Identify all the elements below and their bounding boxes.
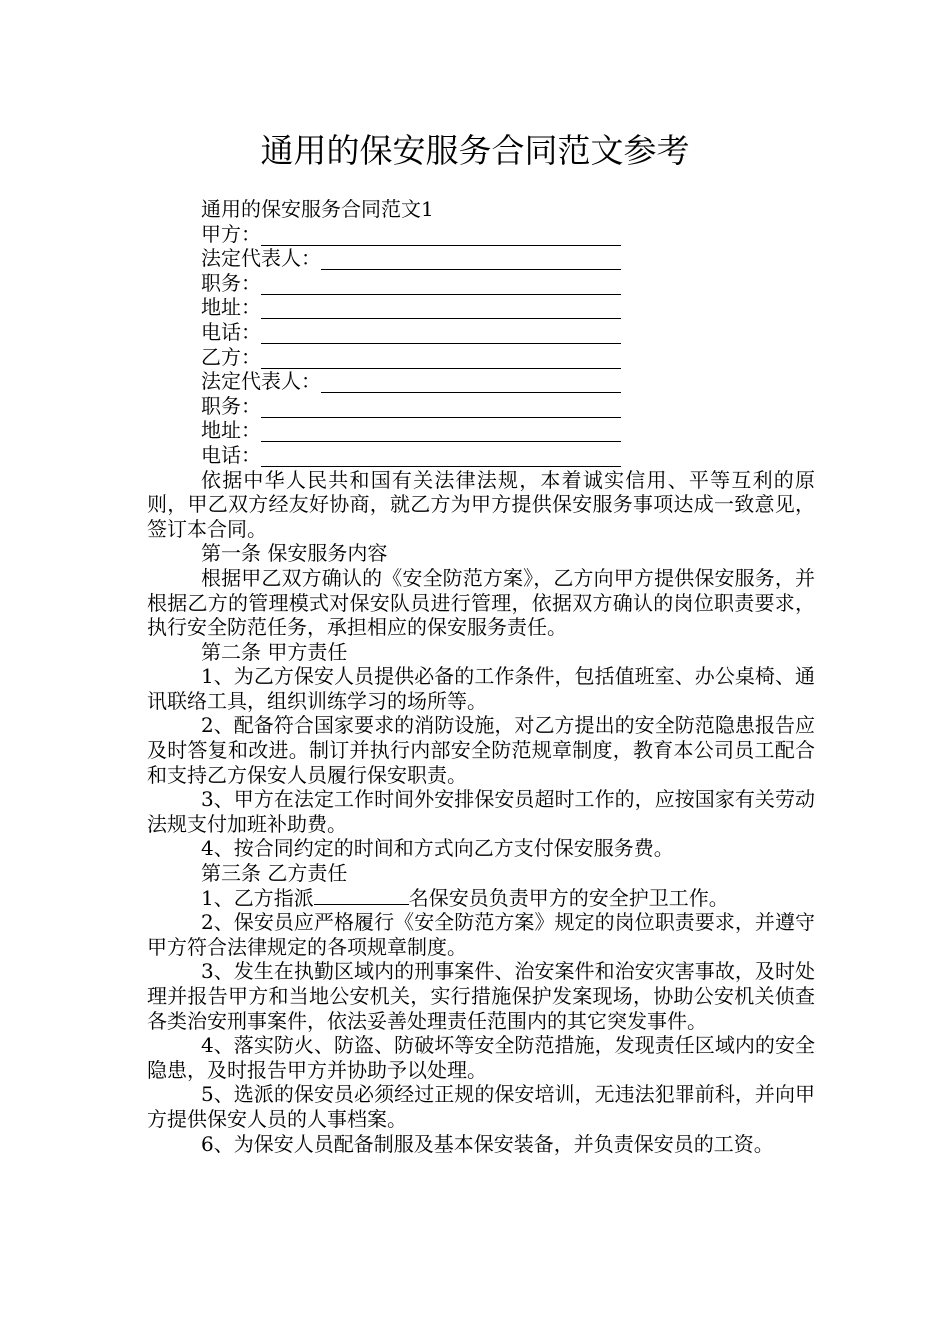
article-2-heading: 第二条 甲方责任	[201, 639, 348, 664]
field-label: 地址：	[201, 295, 261, 320]
field-label: 甲方：	[201, 221, 261, 246]
article-1-heading: 第一条 保安服务内容	[201, 541, 388, 566]
field-label: 法定代表人：	[201, 246, 321, 271]
field-label: 地址：	[201, 418, 261, 443]
contract-subtitle: 通用的保安服务合同范文1	[201, 197, 434, 221]
article-1-paragraph: 根据甲乙双方确认的《安全防范方案》，乙方向甲方提供保安服务，并根据乙方的管理模式对保安队员进行管理，依据双方确认的岗位职责要求，执行安全防范任务，承担相应的保安服务责任。	[147, 565, 815, 640]
article-3-item: 6、为保安人员配备制服及基本保安装备，并负责保安员的工资。	[201, 1131, 774, 1156]
field-party-a-legal-rep	[147, 246, 815, 271]
document-body	[147, 197, 815, 1156]
field-label: 职务：	[201, 270, 261, 295]
field-party-a-phone	[147, 320, 815, 345]
field-label: 电话：	[201, 442, 261, 467]
field-label: 乙方：	[201, 344, 261, 369]
field-label: 法定代表人：	[201, 369, 321, 394]
field-blank-line	[261, 466, 621, 467]
item-1-prefix: 1、乙方指派	[201, 885, 314, 910]
field-party-b-position	[147, 394, 815, 419]
article-3-item: 4、落实防火、防盗、防破坏等安全防范措施，发现责任区域内的安全隐患，及时报告甲方并协助予以处理。	[147, 1033, 815, 1082]
field-party-a	[147, 222, 815, 247]
article-2-item: 1、为乙方保安人员提供必备的工作条件，包括值班室、办公桌椅、通讯联络工具，组织训练学习的场所等。	[147, 664, 815, 713]
item-1-suffix: 名保安员负责甲方的安全护卫工作。	[408, 885, 729, 910]
article-2-item: 4、按合同约定的时间和方式向乙方支付保安服务费。	[201, 836, 674, 861]
contract-text	[147, 468, 815, 1157]
field-party-b-legal-rep	[147, 369, 815, 394]
article-3-item: 3、发生在执勤区域内的刑事案件、治安案件和治安灾害事故，及时处理并报告甲方和当地公安机关，实行措施保护发案现场，协助公安机关侦查各类治安刑事案件，依法妥善处理责任范围内的其它突发事件。	[147, 959, 815, 1033]
field-party-b-phone	[147, 443, 815, 468]
field-party-a-address	[147, 295, 815, 320]
field-party-b	[147, 345, 815, 370]
field-party-b-address	[147, 418, 815, 443]
document-title: 通用的保安服务合同范文参考	[260, 131, 690, 170]
field-label: 职务：	[201, 393, 261, 418]
guard-count-blank	[314, 886, 409, 905]
article-2-item: 2、配备符合国家要求的消防设施，对乙方提出的安全防范隐患报告应及时答复和改进。制订并执行内部安全防范规章制度，教育本公司员工配合和支持乙方保安人员履行保安职责。	[147, 713, 815, 787]
intro-paragraph: 依据中华人民共和国有关法律法规，本着诚实信用、平等互利的原则，甲乙双方经友好协商，就乙方为甲方提供保安服务事项达成一致意见，签订本合同。	[147, 467, 815, 541]
party-fields	[147, 222, 815, 468]
article-3-item-1	[147, 886, 815, 911]
field-party-a-position	[147, 271, 815, 296]
article-3-item: 2、保安员应严格履行《安全防范方案》规定的岗位职责要求，并遵守甲方符合法律规定的各项规章制度。	[147, 910, 815, 959]
article-2-item: 3、甲方在法定工作时间外安排保安员超时工作的，应按国家有关劳动法规支付加班补助费。	[147, 787, 815, 836]
field-label: 电话：	[201, 319, 261, 344]
article-3-item: 5、选派的保安员必须经过正规的保安培训，无违法犯罪前科，并向甲方提供保安人员的人事档案。	[147, 1082, 815, 1131]
article-3-heading: 第三条 乙方责任	[201, 861, 348, 886]
